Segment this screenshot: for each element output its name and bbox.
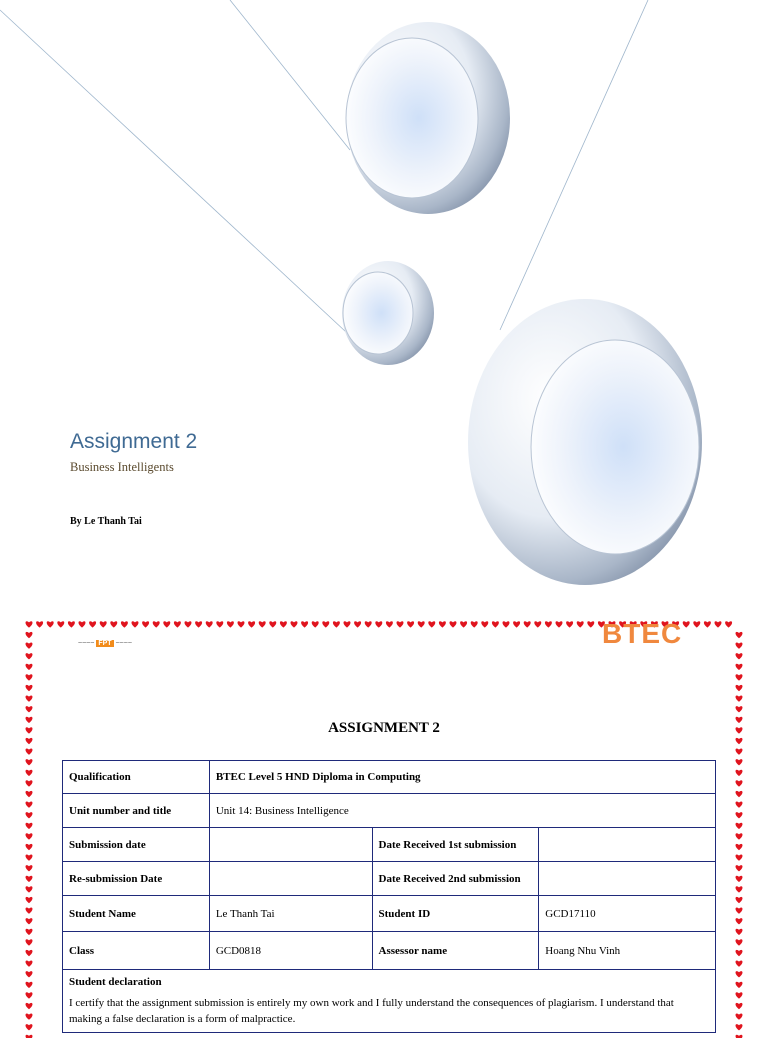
heart-border-mark	[736, 653, 743, 659]
heart-border-mark	[57, 621, 64, 627]
heart-border-mark	[47, 621, 54, 627]
heart-border-mark	[301, 621, 308, 627]
qualification-value: BTEC Level 5 HND Diploma in Computing	[209, 761, 715, 794]
heart-border-mark	[26, 738, 33, 744]
heart-border-mark	[481, 621, 488, 627]
heart-border-mark	[89, 621, 96, 627]
heart-border-mark	[26, 770, 33, 776]
heart-border-mark	[471, 621, 478, 627]
heart-border-mark	[227, 621, 234, 627]
heart-border-mark	[163, 621, 170, 627]
heart-border-mark	[513, 621, 520, 627]
fpt-logo: ~~~~ FPT ~~~~	[78, 640, 132, 647]
class-value: GCD0818	[209, 932, 372, 970]
heart-border-mark	[100, 621, 107, 627]
heart-border-mark	[397, 621, 404, 627]
unit-label: Unit number and title	[63, 794, 210, 828]
submission-date-value	[209, 828, 372, 862]
heart-border-mark	[333, 621, 340, 627]
heart-border-mark	[439, 621, 446, 627]
heart-border-mark	[26, 801, 33, 807]
date-received-1-label: Date Received 1st submission	[372, 828, 539, 862]
heart-border-mark	[736, 971, 743, 977]
heart-border-mark	[312, 621, 319, 627]
heart-border-mark	[450, 621, 457, 627]
heart-border-mark	[26, 950, 33, 956]
cover-author: By Le Thanh Tai	[70, 516, 142, 527]
heart-border-mark	[280, 621, 287, 627]
heart-border-mark	[736, 854, 743, 860]
heart-border-mark	[26, 865, 33, 871]
heart-border-mark	[79, 621, 86, 627]
heart-border-mark	[693, 621, 700, 627]
heart-border-mark	[587, 621, 594, 627]
student-name-label: Student Name	[63, 896, 210, 932]
cover-title: Assignment 2	[70, 430, 198, 453]
heart-border-mark	[736, 801, 743, 807]
heart-border-mark	[259, 621, 266, 627]
heart-border-mark	[26, 664, 33, 670]
heart-border-mark	[736, 865, 743, 871]
heart-border-mark	[715, 621, 722, 627]
heart-border-mark	[566, 621, 573, 627]
heart-border-mark	[683, 621, 690, 627]
resubmission-date-value	[209, 862, 372, 896]
heart-border-mark	[26, 632, 33, 638]
heart-border-mark	[736, 844, 743, 850]
heart-border-mark	[556, 621, 563, 627]
heart-border-mark	[375, 621, 382, 627]
heart-border-mark	[344, 621, 351, 627]
heart-border-mark	[269, 621, 276, 627]
heart-border-mark	[736, 664, 743, 670]
table-row	[63, 794, 716, 828]
button-shape-large	[468, 299, 702, 585]
table-row	[63, 862, 716, 896]
heart-border-mark	[26, 653, 33, 659]
heart-border-mark	[386, 621, 393, 627]
heart-border-mark	[26, 759, 33, 765]
heart-border-mark	[545, 621, 552, 627]
heart-border-mark	[736, 1024, 743, 1030]
form-heading: ASSIGNMENT 2	[328, 720, 440, 736]
heart-border-mark	[121, 621, 128, 627]
cover-subtitle: Business Intelligents	[70, 460, 174, 474]
student-id-label: Student ID	[372, 896, 539, 932]
table-row	[63, 828, 716, 862]
heart-border-mark	[26, 854, 33, 860]
heart-border-mark	[26, 1003, 33, 1009]
heart-border-mark	[26, 780, 33, 786]
declaration-heading: Student declaration	[69, 976, 162, 988]
declaration-text: I certify that the assignment submission is entirely my own work and I fully understand the consequences of plagiarism. I understand that making a false declaration is a form of malpractice.	[69, 997, 674, 1025]
heart-border-mark	[736, 812, 743, 818]
heart-border-mark	[736, 706, 743, 712]
heart-border-mark	[185, 621, 192, 627]
heart-border-mark	[736, 833, 743, 839]
heart-border-mark	[736, 1003, 743, 1009]
heart-border-mark	[26, 886, 33, 892]
heart-border-mark	[492, 621, 499, 627]
heart-border-mark	[216, 621, 223, 627]
table-row	[63, 896, 716, 932]
heart-border-mark	[26, 791, 33, 797]
heart-border-mark	[704, 621, 711, 627]
heart-border-mark	[26, 844, 33, 850]
heart-border-mark	[26, 706, 33, 712]
heart-border-mark	[26, 897, 33, 903]
heart-border-mark	[248, 621, 255, 627]
heart-border-mark	[26, 695, 33, 701]
heart-border-mark	[736, 823, 743, 829]
date-received-1-value	[539, 828, 716, 862]
deco-line-3	[500, 0, 648, 330]
heart-border-mark	[577, 621, 584, 627]
student-name-value: Le Thanh Tai	[209, 896, 372, 932]
heart-border-mark	[195, 621, 202, 627]
unit-value: Unit 14: Business Intelligence	[209, 794, 715, 828]
heart-border-mark	[26, 1013, 33, 1019]
button-shape-small	[342, 261, 434, 365]
heart-border-mark	[736, 759, 743, 765]
heart-border-mark	[26, 642, 33, 648]
heart-border-mark	[26, 621, 33, 627]
table-row	[63, 932, 716, 970]
heart-border-mark	[736, 886, 743, 892]
deco-line-1	[0, 10, 360, 345]
class-label: Class	[63, 932, 210, 970]
heart-border-mark	[26, 812, 33, 818]
table-row	[63, 970, 716, 1033]
heart-border-mark	[142, 621, 149, 627]
heart-border-mark	[736, 748, 743, 754]
heart-border-mark	[26, 685, 33, 691]
heart-border-mark	[26, 674, 33, 680]
heart-border-mark	[365, 621, 372, 627]
table-row	[63, 761, 716, 794]
heart-border-mark	[736, 960, 743, 966]
heart-border-mark	[736, 780, 743, 786]
heart-border-mark	[322, 621, 329, 627]
heart-border-mark	[534, 621, 541, 627]
heart-border-mark	[736, 939, 743, 945]
heart-border-mark	[736, 929, 743, 935]
heart-border-mark	[503, 621, 510, 627]
heart-border-mark	[36, 621, 43, 627]
heart-border-mark	[110, 621, 117, 627]
qualification-label: Qualification	[63, 761, 210, 794]
deco-line-2	[230, 0, 350, 150]
button-shape-top	[346, 22, 510, 214]
heart-border-mark	[26, 748, 33, 754]
heart-border-mark	[206, 621, 213, 627]
heart-border-mark	[736, 1013, 743, 1019]
date-received-2-value	[539, 862, 716, 896]
assessor-value: Hoang Nhu Vinh	[539, 932, 716, 970]
heart-border-mark	[26, 833, 33, 839]
heart-border-mark	[736, 642, 743, 648]
heart-border-mark	[26, 939, 33, 945]
heart-border-mark	[291, 621, 298, 627]
heart-border-mark	[736, 876, 743, 882]
heart-border-mark	[736, 918, 743, 924]
heart-border-mark	[132, 621, 139, 627]
heart-border-mark	[428, 621, 435, 627]
heart-border-mark	[26, 971, 33, 977]
heart-border-mark	[736, 950, 743, 956]
heart-border-mark	[26, 982, 33, 988]
heart-border-mark	[407, 621, 414, 627]
heart-border-mark	[736, 674, 743, 680]
heart-border-mark	[26, 1024, 33, 1030]
heart-border-mark	[26, 907, 33, 913]
heart-border-mark	[736, 738, 743, 744]
heart-border-mark	[725, 621, 732, 627]
resubmission-date-label: Re-submission Date	[63, 862, 210, 896]
heart-border-mark	[174, 621, 181, 627]
heart-border-mark	[736, 791, 743, 797]
heart-border-mark	[68, 621, 75, 627]
heart-border-mark	[26, 918, 33, 924]
heart-border-mark	[418, 621, 425, 627]
heart-border-mark	[736, 770, 743, 776]
heart-border-mark	[460, 621, 467, 627]
heart-border-mark	[736, 992, 743, 998]
submission-date-label: Submission date	[63, 828, 210, 862]
heart-border-mark	[26, 876, 33, 882]
student-id-value: GCD17110	[539, 896, 716, 932]
heart-border-mark	[153, 621, 160, 627]
heart-border-mark	[736, 685, 743, 691]
heart-border-mark	[736, 907, 743, 913]
heart-border-mark	[736, 632, 743, 638]
heart-border-mark	[736, 897, 743, 903]
heart-border-mark	[736, 982, 743, 988]
btec-logo: BTEC	[602, 618, 683, 649]
heart-border-mark	[26, 823, 33, 829]
assessor-label: Assessor name	[372, 932, 539, 970]
heart-border-mark	[26, 992, 33, 998]
heart-border-mark	[26, 960, 33, 966]
assignment-info-table	[62, 760, 716, 1033]
heart-border-mark	[736, 695, 743, 701]
heart-border-mark	[524, 621, 531, 627]
heart-border-mark	[354, 621, 361, 627]
heart-border-mark	[238, 621, 245, 627]
date-received-2-label: Date Received 2nd submission	[372, 862, 539, 896]
heart-border-mark	[26, 929, 33, 935]
